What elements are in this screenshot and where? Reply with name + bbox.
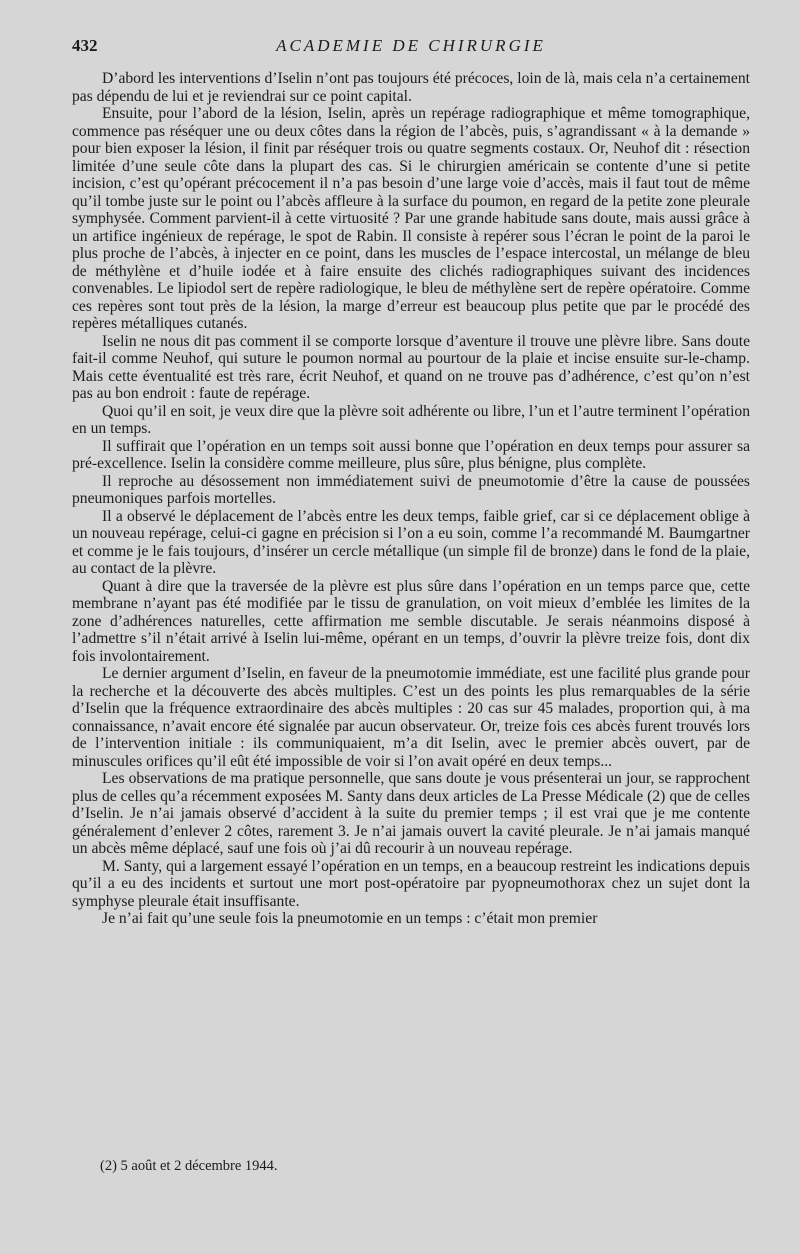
paragraph: Iselin ne nous dit pas comment il se comporte lorsque d’aventure il trouve une plèvre libre. Sans doute fait-il comme Neuhof, qui suture le poumon normal au pourtour de la plaie et incise ensuite sur-le-champ. Mais cette éventualité est très rare, écrit Neuhof, et quand on ne trouve pas d’adhérence, c’est qu’on n’est pas au bon endroit : faute de repérage. [72,332,750,402]
running-title: ACADEMIE DE CHIRURGIE [276,36,546,55]
paragraph: Quoi qu’il en soit, je veux dire que la plèvre soit adhérente ou libre, l’un et l’autre terminent l’opération en un temps. [72,402,750,437]
paragraph: Quant à dire que la traversée de la plèvre est plus sûre dans l’opération en un temps parce que, cette membrane n’ayant pas été modifiée par le tissu de granulation, on voit mieux d’emblée les limites de la zone d’adhérences naturelles, cette affirmation me semble discutable. Je serais néanmoins disposé à l’admettre s’il n’était arrivé à Iselin lui-même, opérant en un temps, d’ouvrir la plèvre treize fois, dont dix fois involontairement. [72,577,750,665]
page-number: 432 [72,36,98,55]
paragraph: Il suffirait que l’opération en un temps soit aussi bonne que l’opération en deux temps pour assurer sa pré-excellence. Iselin la considère comme meilleure, plus sûre, plus bénigne, plus complète. [72,437,750,472]
paragraph: M. Santy, qui a largement essayé l’opération en un temps, en a beaucoup restreint les indications depuis qu’il a eu des incidents et surtout une mort post-opératoire par pyopneumothorax chez un sujet dont la symphyse pleurale était insuffisante. [72,857,750,910]
paragraph: Le dernier argument d’Iselin, en faveur de la pneumotomie immédiate, est une facilité plus grande pour la recherche et la découverte des abcès multiples. C’est un des points les plus remarquables de la série d’Iselin que la fréquence extraordinaire des abcès multiples : 20 cas sur 45 malades, proportion qui, à ma connaissance, n’avait encore été signalée par aucun observateur. Or, treize fois ces abcès furent trouvés lors de l’intervention initiale : ils communiquaient, m’a dit Iselin, avec le premier abcès ouvert, par de minuscules orifices qu’il eût été impossible de voir si l’on avait opéré en deux temps... [72,665,750,770]
paragraph: Je n’ai fait qu’une seule fois la pneumotomie en un temps : c’était mon premier [102,910,598,927]
body-text [72,70,750,928]
paragraph: D’abord les interventions d’Iselin n’ont pas toujours été précoces, loin de là, mais cela n’a certainement pas dépendu de lui et je reviendrai sur ce point capital. [72,70,750,105]
paragraph: Il reproche au désossement non immédiatement suivi de pneumotomie d’être la cause de poussées pneumoniques parfois mortelles. [72,472,750,507]
paragraph: Ensuite, pour l’abord de la lésion, Iselin, après un repérage radiographique et même tomographique, commence pas réséquer une ou deux côtes dans la région de l’abcès, puis, s’agrandissant « à la demande » pour bien exposer la lésion, il finit par réséquer trois ou quatre segments costaux. Or, Neuhof dit : résection limitée d’une seule côte dans la plupart des cas. Si le chirurgien américain se contente d’une si petite incision, c’est qu’opérant précocement il n’a pas besoin d’une large voie d’accès, mais il faut tout de même qu’il tombe juste sur le point ou l’abcès affleure à la surface du poumon, en regard de la petite zone pleurale symphysée. Comment parvient-il à cette virtuosité ? Par une grande habitude sans doute, mais aussi grâce à un artifice ingénieux de repérage, le spot de Rabin. Il consiste à repérer sous l’écran le point de la paroi le plus proche de l’abcès, à injecter en ce point, dans les muscles de l’espace intercostal, un mélange de bleu de méthylène et d’huile iodée et à faire ensuite des clichés radiographiques suivant des incidences convenables. Le lipiodol sert de repère radiologique, le bleu de méthylène sert de repère opératoire. Comme ces repères sont tout près de la lésion, la marge d’erreur est beaucoup plus petite que par le procédé des repères métalliques cutanés. [72,105,750,332]
paragraph: Les observations de ma pratique personnelle, que sans doute je vous présenterai un jour, se rapprochent plus de celles qu’a récemment exposées M. Santy dans deux articles de La Presse Médicale (2) que de celles d’Iselin. Je n’ai jamais observé d’accident à la suite du premier temps ; il est vrai que je me contente généralement d’enlever 2 côtes, rarement 3. Je n’ai jamais ouvert la cavité pleurale. Je n’ai jamais manqué un abcès même déplacé, sauf une fois où j’ai dû recourir à un nouveau repérage. [72,770,750,857]
page-header [72,36,750,60]
paragraph: Il a observé le déplacement de l’abcès entre les deux temps, faible grief, car si ce déplacement oblige à un nouveau repérage, celui-ci gagne en précision si l’on a eu soin, comme l’a recommandé M. Baumgartner et comme je le fais toujours, d’insérer un cercle métallique (un simple fil de bronze) dans le fond de la plaie, au contact de la plèvre. [72,507,750,577]
footnote: (2) 5 août et 2 décembre 1944. [100,1158,278,1174]
